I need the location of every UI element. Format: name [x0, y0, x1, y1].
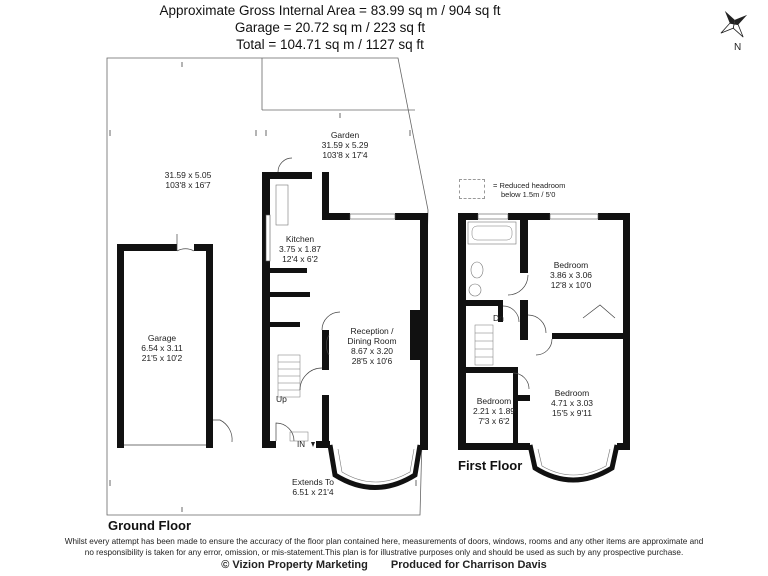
- extends-to-label: Extends To 6.51 x 21'4: [292, 477, 334, 497]
- footer: [0, 559, 768, 571]
- garage-area-text: Garage = 20.72 sq m / 223 sq ft: [234, 20, 426, 35]
- disclaimer-text: Whilst every attempt has been made to ensure the accuracy of the floor plan contained here, measurements of doors, windows, rooms and any other items are approximate and no responsibility is taken for any error, omission, or mis-statement.This plan is for illustrative purposes only and should be used as such by any prospective purchase.: [64, 537, 704, 557]
- bedroom-small-label: Bedroom 2.21 x 1.89 7'3 x 6'2: [472, 396, 516, 426]
- front-garden-label: 31.59 x 5.05 103'8 x 16'7: [164, 170, 212, 190]
- copyright-text: © Vizion Property Marketing: [221, 559, 368, 571]
- north-label: N: [734, 42, 742, 53]
- garage-label: Garage 6.54 x 3.11 21'5 x 10'2: [141, 333, 183, 363]
- garden-label: Garden 31.59 x 5.29 103'8 x 17'4: [321, 130, 369, 160]
- first-floor-title: First Floor: [458, 458, 523, 473]
- bedroom-front-label: Bedroom 4.71 x 3.03 15'5 x 9'11: [550, 388, 594, 418]
- reception-label: Reception / Dining Room 8.67 x 3.20 28'5 x 10'6: [347, 326, 397, 366]
- ground-floor-title: Ground Floor: [108, 518, 192, 533]
- up-label: Up: [276, 394, 287, 404]
- total-area-text: Total = 104.71 sq m / 1127 sq ft: [236, 37, 424, 52]
- kitchen-label: Kitchen 3.75 x 1.87 12'4 x 6'2: [278, 234, 322, 264]
- dn-label: Dn: [493, 313, 504, 323]
- reduced-headroom-legend: = Reduced headroom below 1.5m / 5'0: [493, 181, 566, 199]
- produced-for-text: Produced for Charrison Davis: [390, 559, 547, 571]
- bedroom-rear-label: Bedroom 3.86 x 3.06 12'8 x 10'0: [549, 260, 593, 290]
- in-label: IN: [297, 440, 305, 449]
- internal-area-text: Approximate Gross Internal Area = 83.99 sq m / 904 sq ft: [159, 3, 501, 18]
